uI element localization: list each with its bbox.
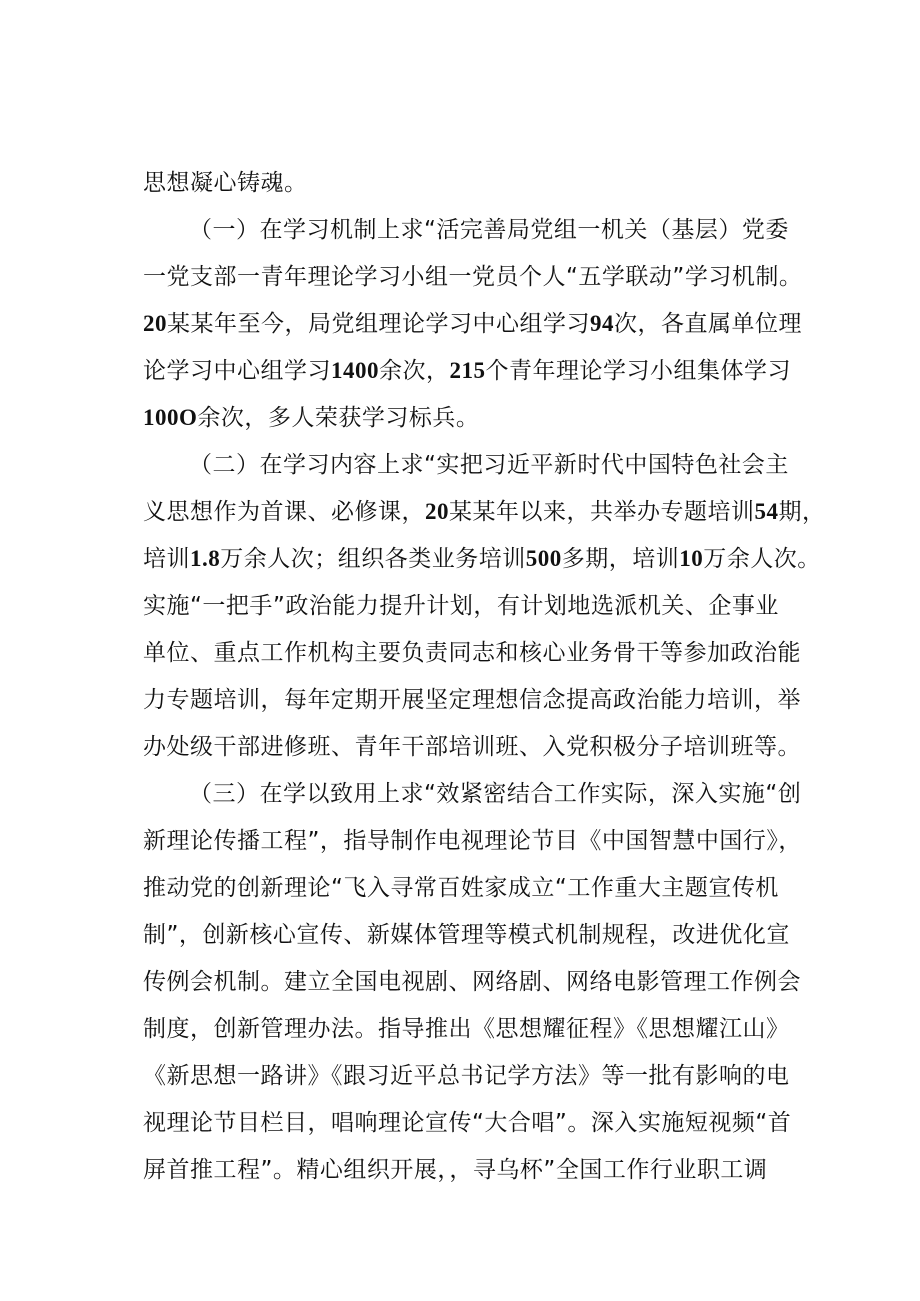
text-line: 力专题培训，每年定期开展坚定理想信念提高政治能力培训，举 <box>143 687 801 713</box>
text-line: 100O余次，多人荣获学习标兵。 <box>143 405 480 431</box>
text-line: 一党支部一青年理论学习小组一党员个人“五学联动”学习机制。 <box>143 264 803 290</box>
text-line: 新理论传播工程”，指导制作电视理论节目《中国智慧中国行》， <box>143 828 802 854</box>
text-line: 思想凝心铸魂。 <box>143 170 308 196</box>
text-line: （二）在学习内容上求“实把习近平新时代中国特色社会主 <box>189 452 789 478</box>
text-line: 制度，创新管理办法。指导推出《思想耀征程》《思想耀江山》 <box>143 1016 790 1042</box>
text-line: 视理论节目栏目，唱响理论宣传“大合唱”。深入实施短视频“首 <box>143 1110 792 1136</box>
text-line: 屏首推工程”。精心组织开展，，寻乌杯”全国工作行业职工调 <box>143 1157 768 1183</box>
text-line: 《新思想一路讲》《跟习近平总书记学方法》等一批有影响的电 <box>143 1063 790 1089</box>
text-line: 制”，创新核心宣传、新媒体管理等模式机制规程，改进优化宣 <box>143 922 790 948</box>
text-line: 推动党的创新理论“飞入寻常百姓家成立“工作重大主题宣传机 <box>143 875 779 901</box>
text-line: 传例会机制。建立全国电视剧、网络剧、网络电影管理工作例会 <box>143 969 801 995</box>
text-line: （一）在学习机制上求“活完善局党组一机关（基层）党委 <box>189 217 789 243</box>
text-line: （三）在学以致用上求“效紧密结合工作实际，深入实施“创 <box>189 781 802 807</box>
text-line: 20某某年至今，局党组理论学习中心组学习94次，各直属单位理 <box>143 311 802 337</box>
text-line: 义思想作为首课、必修课，20某某年以来，共举办专题培训54期， <box>143 499 826 525</box>
text-line: 单位、重点工作机构主要负责同志和核心业务骨干等参加政治能 <box>143 640 801 666</box>
text-line: 培训1.8万余人次；组织各类业务培训500多期，培训10万余人次。 <box>143 546 821 572</box>
text-line: 办处级干部进修班、青年干部培训班、入党积极分子培训班等。 <box>143 734 801 760</box>
text-line: 论学习中心组学习1400余次，215个青年理论学习小组集体学习 <box>143 358 791 384</box>
text-line: 实施“一把手”政治能力提升计划，有计划地选派机关、企事业 <box>143 593 779 619</box>
